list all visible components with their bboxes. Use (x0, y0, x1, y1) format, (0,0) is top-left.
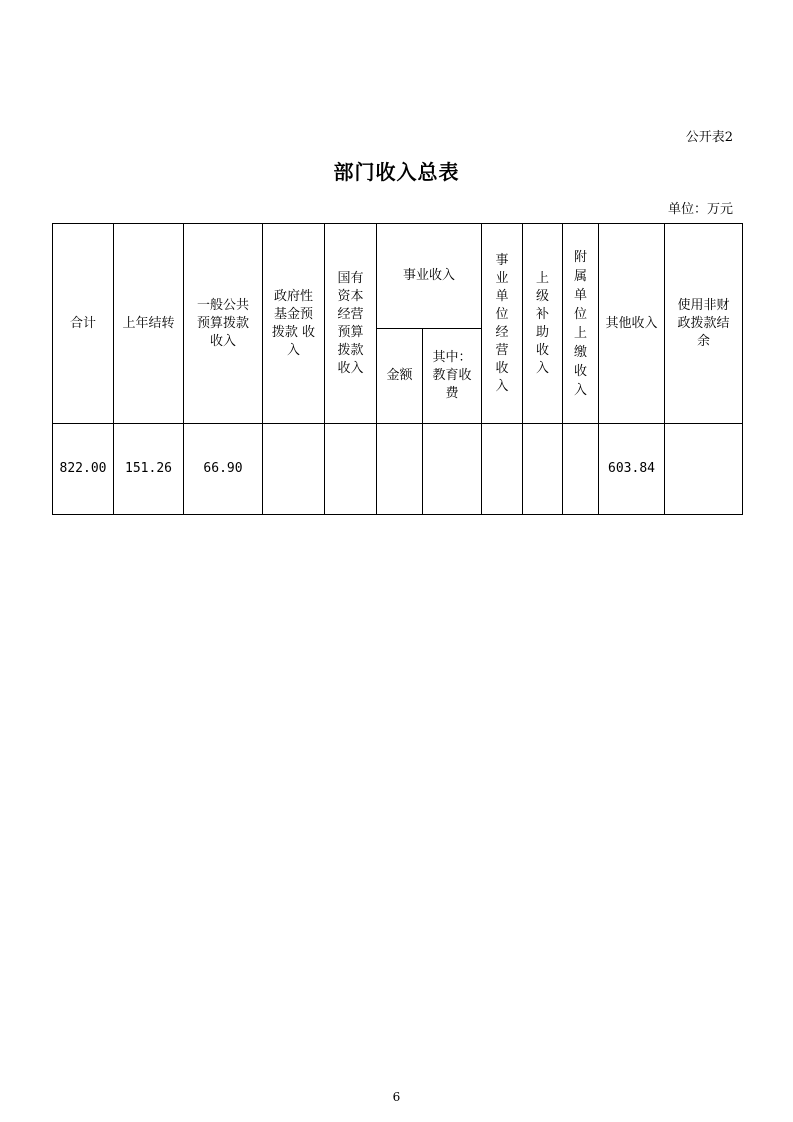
header-affiliated (563, 224, 599, 424)
page-number: 6 (392, 1090, 401, 1104)
page-title: 部门收入总表 (333, 160, 460, 184)
header-undertaking-amount: 金额 (377, 329, 423, 424)
header-undertaking: 事业收入 (377, 224, 482, 329)
cell-other: 603.84 (599, 424, 665, 515)
cell-carryover: 151.26 (114, 424, 184, 515)
table-row (53, 424, 743, 515)
cell-undertaking-operating (482, 424, 523, 515)
income-summary-table (52, 223, 743, 515)
cell-general-budget: 66.90 (184, 424, 263, 515)
header-state-capital: 国有资本经营预算拨款收入 (325, 224, 377, 424)
header-total: 合计 (53, 224, 114, 424)
header-carryover: 上年结转 (114, 224, 184, 424)
unit-label: 单位：万元 (667, 202, 733, 217)
form-number: 公开表2 (685, 130, 733, 145)
cell-undertaking-edu (423, 424, 482, 515)
cell-gov-fund (263, 424, 325, 515)
cell-fiscal-balance (665, 424, 743, 515)
cell-undertaking-amount (377, 424, 423, 515)
header-undertaking-edu: 其中：教育收费 (423, 329, 482, 424)
header-superior-subsidy: 上级补助收入 (523, 224, 563, 424)
cell-total: 822.00 (53, 424, 114, 515)
cell-state-capital (325, 424, 377, 515)
header-undertaking-operating: 事业单位经营收入 (482, 224, 523, 424)
cell-affiliated (563, 424, 599, 515)
header-other: 其他收入 (599, 224, 665, 424)
header-row-top (53, 224, 743, 329)
header-affiliated-text: 附属单位上缴收入 (574, 249, 588, 398)
cell-superior-subsidy (523, 424, 563, 515)
header-fiscal-balance: 使用非财政拨款结余 (665, 224, 743, 424)
header-general-budget: 一般公共预算拨款收入 (184, 224, 263, 424)
header-gov-fund: 政府性基金预拨款 收入 (263, 224, 325, 424)
